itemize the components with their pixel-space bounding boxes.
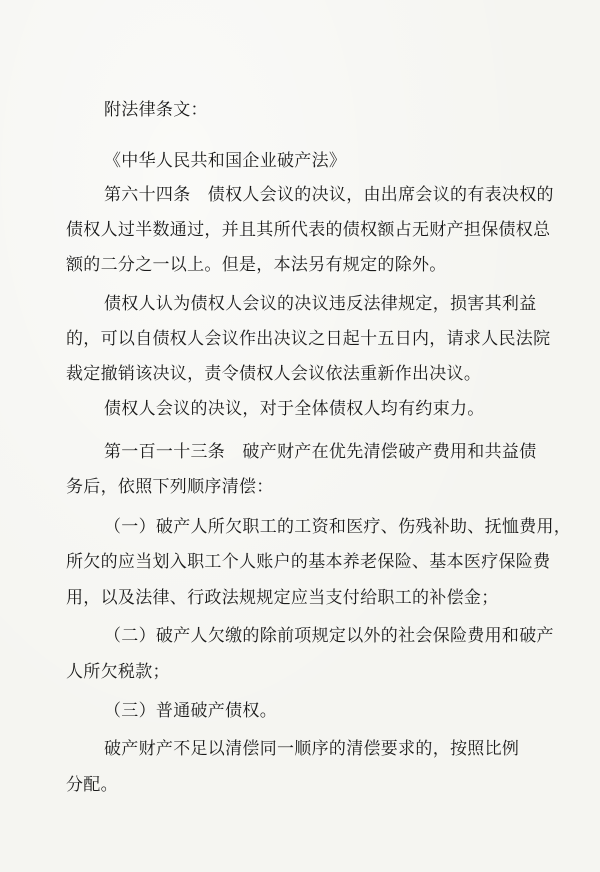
article-64-para2-line-3: 裁定撤销该决议，责令债权人会议依法重新作出决议。 [66,364,482,384]
article-64-para2-line-2: 的，可以自债权人会议作出决议之日起十五日内，请求人民法院 [66,329,551,349]
item-1-line-2: 所欠的应当划入职工个人账户的基本养老保险、基本医疗保险费 [66,552,551,572]
article-64-para3: 债权人会议的决议，对于全体债权人均有约束力。 [104,399,485,419]
article-113-line-1: 第一百一十三条 破产财产在优先清偿破产费用和共益债 [104,442,537,462]
item-1-line-1: （一）破产人所欠职工的工资和医疗、伤残补助、抚恤费用， [104,517,572,537]
article-64-para2-line-1: 债权人认为债权人会议的决议违反法律规定，损害其利益 [104,294,537,314]
proportional-line-2: 分配。 [66,775,118,795]
item-2-line-1: （二）破产人欠缴的除前项规定以外的社会保险费用和破产 [104,626,554,646]
article-113-line-2: 务后，依照下列顺序清偿： [66,477,274,497]
article-64-line-3: 额的二分之一以上。但是，本法另有规定的除外。 [66,255,447,275]
item-2-line-2: 人所欠税款； [66,662,170,682]
article-64-line-1: 第六十四条 债权人会议的决议，由出席会议的有表决权的 [104,185,554,205]
proportional-line-1: 破产财产不足以清偿同一顺序的清偿要求的，按照比例 [104,739,520,759]
article-64-line-2: 债权人过半数通过，并且其所代表的债权额占无财产担保债权总 [66,220,551,240]
item-1-line-3: 用，以及法律、行政法规规定应当支付给职工的补偿金； [66,588,499,608]
attached-law-heading: 附法律条文： [104,100,208,120]
law-title: 《中华人民共和国企业破产法》 [104,151,347,171]
item-3: （三）普通破产债权。 [104,701,277,721]
